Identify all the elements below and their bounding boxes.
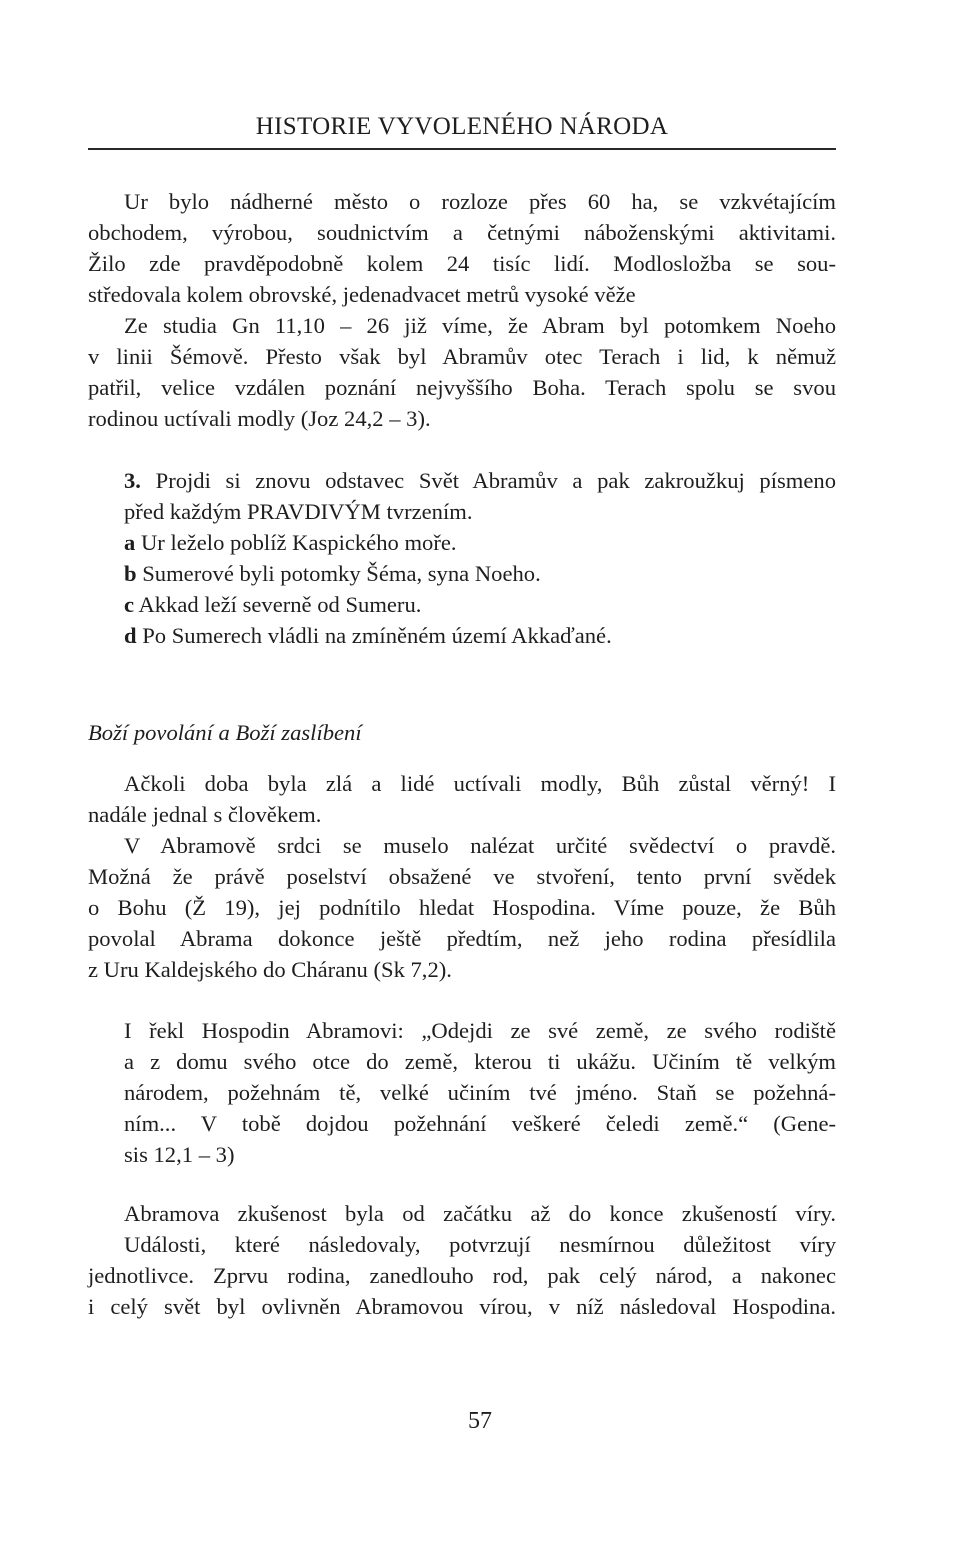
text-line: z Uru Kaldejského do Cháranu (Sk 7,2). bbox=[88, 957, 452, 982]
text-line: Ze studia Gn 11,10 – 26 již víme, že Abram byl potomkem Noeho bbox=[124, 313, 836, 338]
quote-line: sis 12,1 – 3) bbox=[124, 1142, 235, 1167]
exercise-option-a[interactable] bbox=[88, 527, 836, 558]
exercise-3 bbox=[88, 465, 836, 651]
option-letter: d bbox=[124, 623, 137, 648]
section-heading: Boží povolání a Boží zaslíbení bbox=[88, 720, 362, 745]
text-line: Ur bylo nádherné město o rozloze přes 60 ha, se vzkvétajícím bbox=[124, 189, 836, 214]
exercise-instruction-text: Projdi si znovu odstavec Svět Abramův a pak zakroužkuj písmeno bbox=[155, 468, 836, 493]
exercise-option-d[interactable] bbox=[88, 620, 836, 651]
page-number: 57 bbox=[468, 1408, 492, 1434]
header-rule bbox=[88, 148, 836, 150]
text-line: i celý svět byl ovlivněn Abramovou vírou, v níž následoval Hospodina. bbox=[88, 1294, 836, 1319]
text-line: Abramova zkušenost byla od začátku až do konce zkušeností víry. bbox=[124, 1201, 836, 1226]
paragraph-abram-heart bbox=[88, 830, 836, 985]
option-text: Sumerové byli potomky Šéma, syna Noeho. bbox=[142, 561, 541, 586]
text-line: středovala kolem obrovské, jedenadvacet metrů vysoké věže bbox=[88, 282, 636, 307]
quote-line: národem, požehnám tě, velké učiním tvé jméno. Staň se požehná- bbox=[124, 1080, 836, 1105]
exercise-option-c[interactable] bbox=[88, 589, 836, 620]
running-header: HISTORIE VYVOLENÉHO NÁRODA bbox=[255, 113, 669, 140]
quote-line: I řekl Hospodin Abramovi: „Odejdi ze své země, ze svého rodiště bbox=[124, 1018, 836, 1043]
exercise-instruction bbox=[88, 465, 836, 496]
exercise-option-b[interactable] bbox=[88, 558, 836, 589]
text-line: nadále jednal s člověkem. bbox=[88, 802, 322, 827]
option-letter: c bbox=[124, 592, 135, 617]
text-line: Žilo zde pravděpodobně kolem 24 tisíc lidí. Modlosložba se sou- bbox=[88, 251, 836, 276]
text-line: Možná že právě poselství obsažené ve stvoření, tento první svědek bbox=[88, 864, 836, 889]
exercise-number: 3. bbox=[124, 468, 141, 493]
scripture-quote bbox=[124, 1015, 836, 1170]
text-line: povolal Abrama dokonce ještě předtím, než jeho rodina přesídlila bbox=[88, 926, 836, 951]
option-letter: b bbox=[124, 561, 137, 586]
text-line: o Bohu (Ž 19), jej podnítilo hledat Hospodina. Víme pouze, že Bůh bbox=[88, 895, 836, 920]
paragraph-ur-city bbox=[88, 186, 836, 434]
paragraph-faith-experience bbox=[88, 1198, 836, 1322]
text-line: rodinou uctívali modly (Joz 24,2 – 3). bbox=[88, 406, 431, 431]
text-line: Ačkoli doba byla zlá a lidé uctívali modly, Bůh zůstal věrný! I bbox=[124, 771, 836, 796]
text-line: patřil, velice vzdálen poznání nejvyššího Boha. Terach spolu se svou bbox=[88, 375, 836, 400]
option-text: Akkad leží severně od Sumeru. bbox=[138, 592, 422, 617]
text-line: jednotlivce. Zprvu rodina, zanedlouho rod, pak celý národ, a nakonec bbox=[88, 1263, 836, 1288]
option-text: Ur leželo poblíž Kaspického moře. bbox=[140, 530, 457, 555]
exercise-instruction-cont: před každým PRAVDIVÝM tvrzením. bbox=[124, 499, 473, 524]
text-line: v linii Šémově. Přesto však byl Abramův otec Terach i lid, k němuž bbox=[88, 344, 836, 369]
text-line: V Abramově srdci se muselo nalézat určité svědectví o pravdě. bbox=[124, 833, 836, 858]
option-letter: a bbox=[124, 530, 136, 555]
quote-line: a z domu svého otce do země, kterou ti ukážu. Učiním tě velkým bbox=[124, 1049, 836, 1074]
text-line: obchodem, výrobou, soudnictvím a četnými náboženskými aktivitami. bbox=[88, 220, 836, 245]
text-line: Události, které následovaly, potvrzují nesmírnou důležitost víry bbox=[124, 1232, 836, 1257]
quote-line: ním... V tobě dojdou požehnání veškeré čeledi země.“ (Gene- bbox=[124, 1111, 836, 1136]
paragraph-god-faithful bbox=[88, 768, 836, 830]
option-text: Po Sumerech vládli na zmíněném území Akkaďané. bbox=[142, 623, 612, 648]
